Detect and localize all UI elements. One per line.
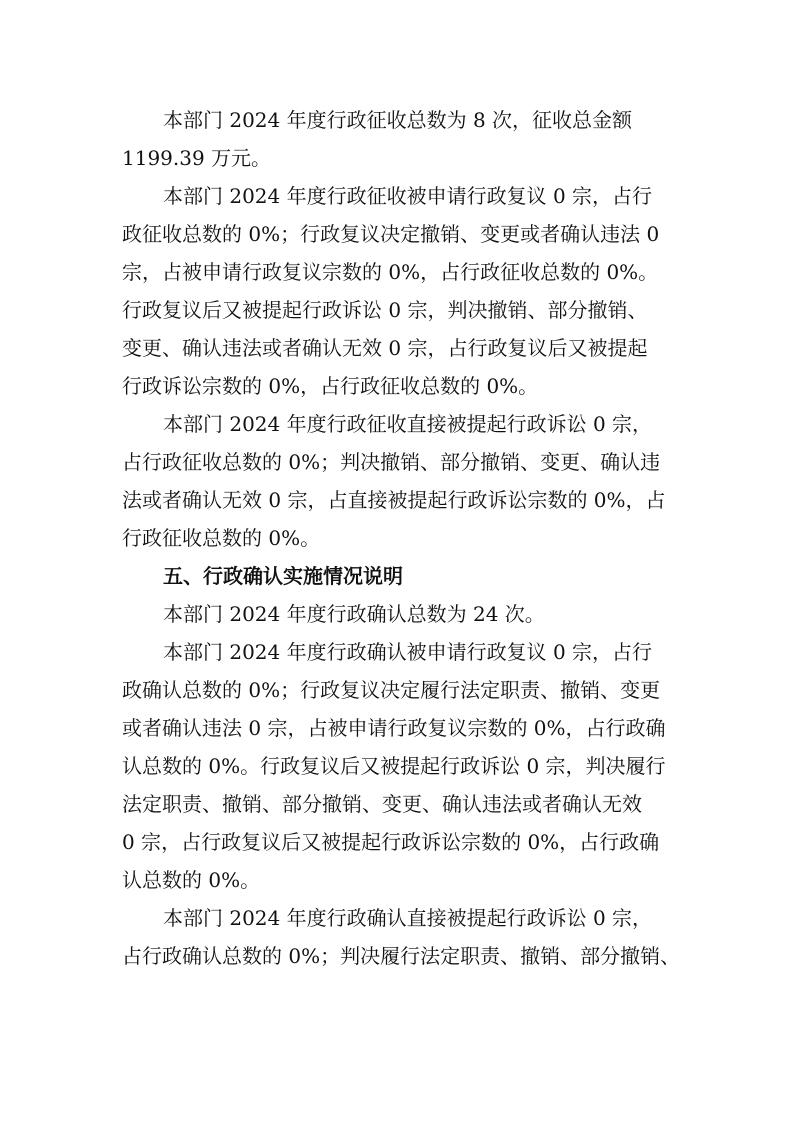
text-line: 1199.39 万元。 [122, 146, 272, 170]
text-line: 法定职责、撤销、部分撤销、变更、确认违法或者确认无效 [122, 792, 642, 816]
text-line: 认总数的 0%。行政复议后又被提起行政诉讼 0 宗，判决履行 [122, 754, 666, 778]
text-line: 或者确认违法 0 宗，占被申请行政复议宗数的 0%，占行政确 [122, 716, 666, 740]
text-line: 认总数的 0%。 [122, 868, 261, 892]
text-line: 行政征收总数的 0%。 [122, 526, 321, 550]
text-line: 本部门 2024 年度行政确认直接被提起行政诉讼 0 宗， [163, 906, 653, 930]
text-line: 本部门 2024 年度行政征收被申请行政复议 0 宗，占行 [163, 184, 653, 208]
text-line: 行政复议后又被提起行政诉讼 0 宗，判决撤销、部分撤销、 [122, 298, 648, 322]
text-line: 法或者确认无效 0 宗，占直接被提起行政诉讼宗数的 0%，占 [122, 488, 666, 512]
text-line: 宗，占被申请行政复议宗数的 0%，占行政征收总数的 0%。 [122, 260, 659, 284]
text-line: 政征收总数的 0%；行政复议决定撤销、变更或者确认违法 0 [122, 222, 660, 246]
text-line: 本部门 2024 年度行政确认总数为 24 次。 [163, 602, 545, 626]
section-heading: 五、行政确认实施情况说明 [163, 564, 403, 588]
text-line: 占行政确认总数的 0%；判决履行法定职责、撤销、部分撤销、 [122, 944, 681, 968]
text-line: 政确认总数的 0%；行政复议决定履行法定职责、撤销、变更 [122, 678, 661, 702]
text-line: 0 宗，占行政复议后又被提起行政诉讼宗数的 0%，占行政确 [122, 830, 660, 854]
text-line: 本部门 2024 年度行政征收总数为 8 次，征收总金额 [163, 108, 633, 132]
text-line: 变更、确认违法或者确认无效 0 宗，占行政复议后又被提起 [122, 336, 648, 360]
text-line: 本部门 2024 年度行政征收直接被提起行政诉讼 0 宗， [163, 412, 653, 436]
text-line: 行政诉讼宗数的 0%，占行政征收总数的 0%。 [122, 374, 539, 398]
text-line: 占行政征收总数的 0%；判决撤销、部分撤销、变更、确认违 [122, 450, 661, 474]
text-line: 本部门 2024 年度行政确认被申请行政复议 0 宗，占行 [163, 640, 653, 664]
